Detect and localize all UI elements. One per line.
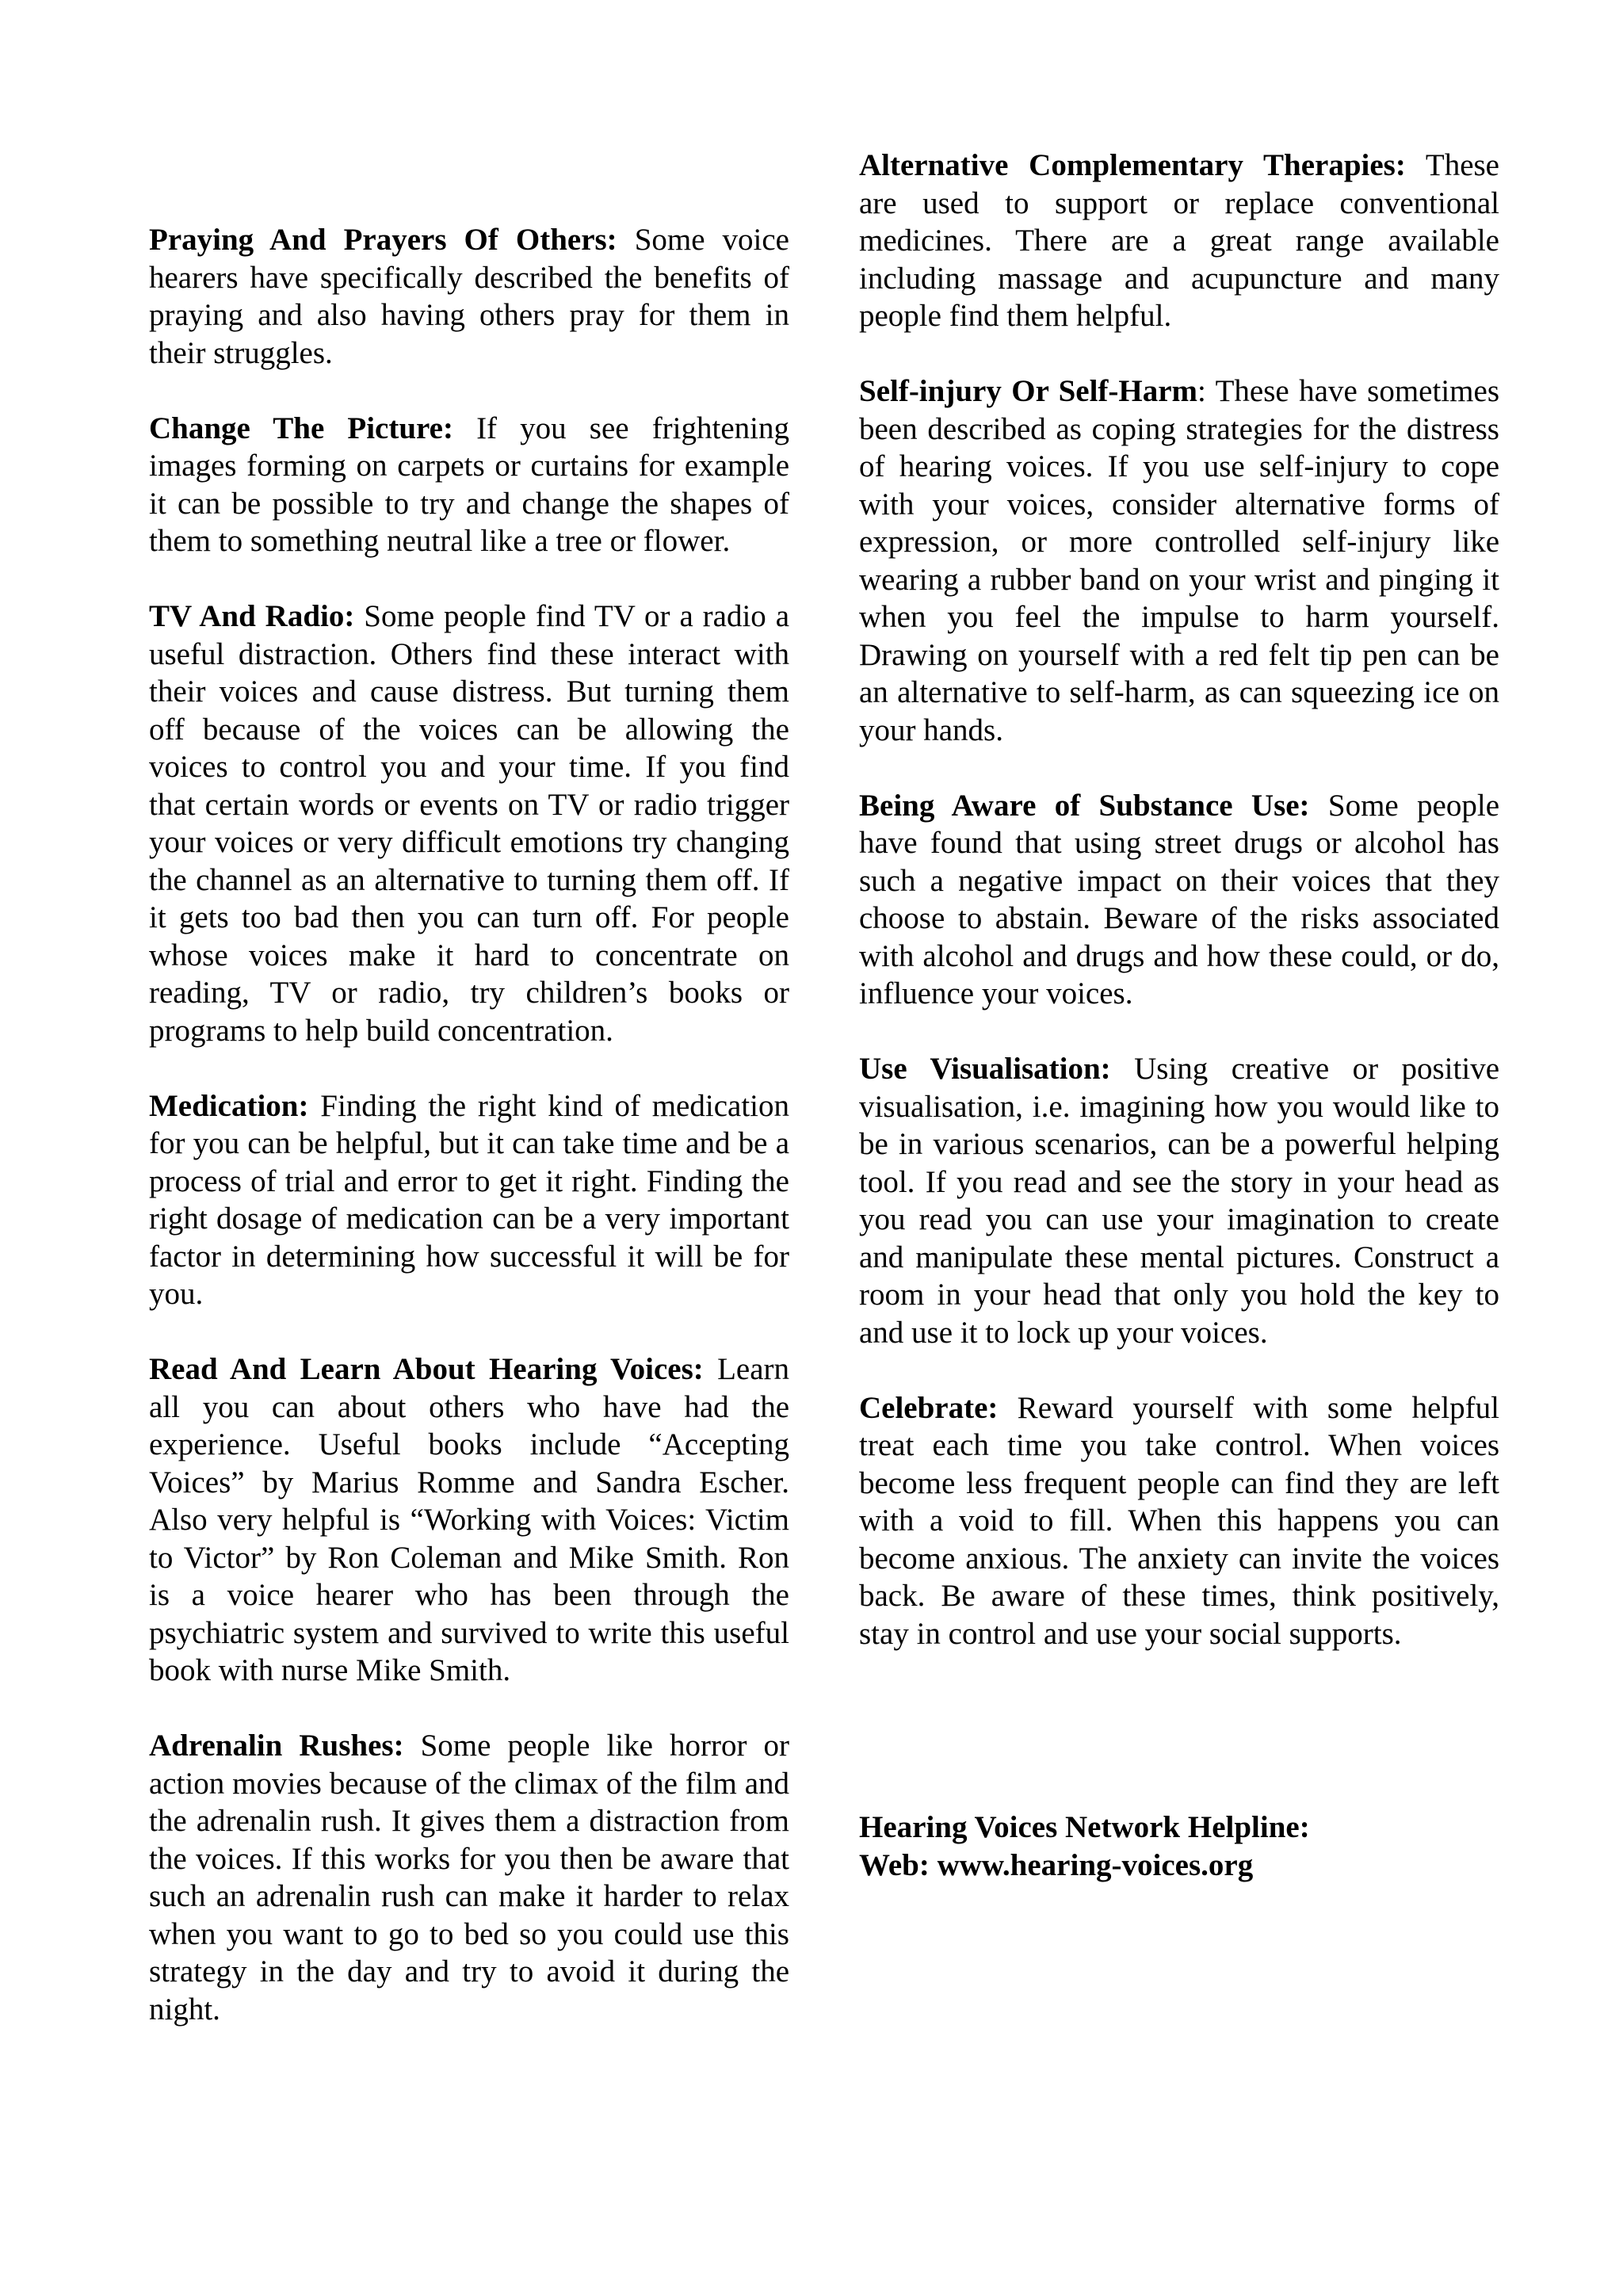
paragraph-change-the-picture [149,410,789,560]
paragraph-body: If you see frightening images forming on carpets or curtains for example it can be possible to try and change the shapes of them to something neutral like a tree or flower. [149,411,789,558]
paragraph-heading: Use Visualisation: [859,1052,1111,1086]
paragraph-tv-and-radio [149,598,789,1049]
paragraph-substance-use [859,787,1499,1013]
paragraph-heading: Alternative Complementary Therapies: [859,148,1406,182]
paragraph-body: Some voice hearers have specifically described the benefits of praying and also having others pray for them in their struggles. [149,223,789,370]
paragraph-heading: Medication: [149,1088,309,1123]
paragraph-self-harm [859,372,1499,749]
helpline-web-link[interactable]: Web: www.hearing-voices.org [859,1847,1254,1882]
paragraph-heading: Celebrate: [859,1390,999,1425]
paragraph-body: Some people have found that using street drugs or alcohol has such a negative impact on their voices that they choose to abstain. Beware of the risks associated with alcohol and drugs and how these could, or do, influence your voices. [859,788,1499,1010]
paragraph-complementary-therapies [859,147,1499,335]
paragraph-heading: Read And Learn About Hearing Voices: [149,1352,704,1386]
paragraph-body: Using creative or positive visualisation, i.e. imagining how you would like to be in various scenarios, can be a powerful helping tool. If you read and see the story in your head as you read you can use your imagination to create and manipulate these mental pictures. Construct a room in your head that only you hold the key to and use it to lock up your voices. [859,1052,1500,1350]
helpline-title: Hearing Voices Network Helpline: [859,1810,1310,1844]
paragraph-body: Some people find TV or a radio a useful distraction. Others find these interact with their voices and cause distress. But turning them off because of the voices can be allowing the voices to control you and your time. If you find that certain words or events on TV or radio trigger your voices or very difficult emotions try changing the channel as an alternative to turning them off. If it gets too bad then you can turn off. For people whose voices make it hard to concentrate on reading, TV or radio, try children’s books or programs to help build concentration. [149,599,790,1048]
right-column [859,147,1499,1652]
paragraph-heading: Being Aware of Substance Use: [859,788,1310,823]
paragraph-read-and-learn [149,1350,789,1690]
paragraph-celebrate [859,1389,1499,1653]
paragraph-heading: TV And Radio: [149,599,355,633]
paragraph-praying [149,221,789,372]
paragraph-body: Some people like horror or action movies because of the climax of the film and the adrenalin rush. It gives them a distraction from the voices. If this works for you then be aware that such an adrenalin rush can make it harder to relax when you want to go to bed so you could use this strategy in the day and try to avoid it during the night. [149,1729,789,2027]
paragraph-heading: Self-injury Or Self-Harm [859,374,1198,408]
paragraph-heading: Change The Picture: [149,411,453,445]
paragraph-adrenalin-rushes [149,1727,789,2028]
paragraph-heading: Adrenalin Rushes: [149,1729,404,1763]
paragraph-medication [149,1087,789,1313]
paragraph-body: These are used to support or replace conventional medicines. There are a great range available including massage and acupuncture and many people find them helpful. [859,148,1499,333]
paragraph-body: Finding the right kind of medication for you can be helpful, but it can take time and be a process of trial and error to get it right. Finding the right dosage of medication can be a very important factor in determining how successful it will be for you. [149,1088,789,1311]
paragraph-heading: Praying And Prayers Of Others: [149,223,617,257]
paragraph-body: Learn all you can about others who have had the experience. Useful books include “Accepting Voices” by Marius Romme and Sandra Escher. Also very helpful is “Working with Voices: Victim to Victor” by Ron Coleman and Mike Smith. Ron is a voice hearer who has been through the psychiatric system and survived to write this useful book with nurse Mike Smith. [149,1352,789,1687]
helpline-block [859,1809,1499,1884]
paragraph-body: : These have sometimes been described as coping strategies for the distress of hearing voices. If you use self-injury to cope with your voices, consider alternative forms of expression, or more controlled self-injury like wearing a rubber band on your wrist and pinging it when you feel the impulse to harm yourself. Drawing on yourself with a red felt tip pen can be an alternative to self-harm, as can squeezing ice on your hands. [859,374,1499,747]
left-column [149,221,789,2028]
paragraph-visualisation [859,1050,1499,1351]
paragraph-body: Reward yourself with some helpful treat each time you take control. When voices become less frequent people can find they are left with a void to fill. When this happens you can become anxious. The anxiety can invite the voices back. Be aware of these times, think positively, stay in control and use your social supports. [859,1390,1499,1651]
